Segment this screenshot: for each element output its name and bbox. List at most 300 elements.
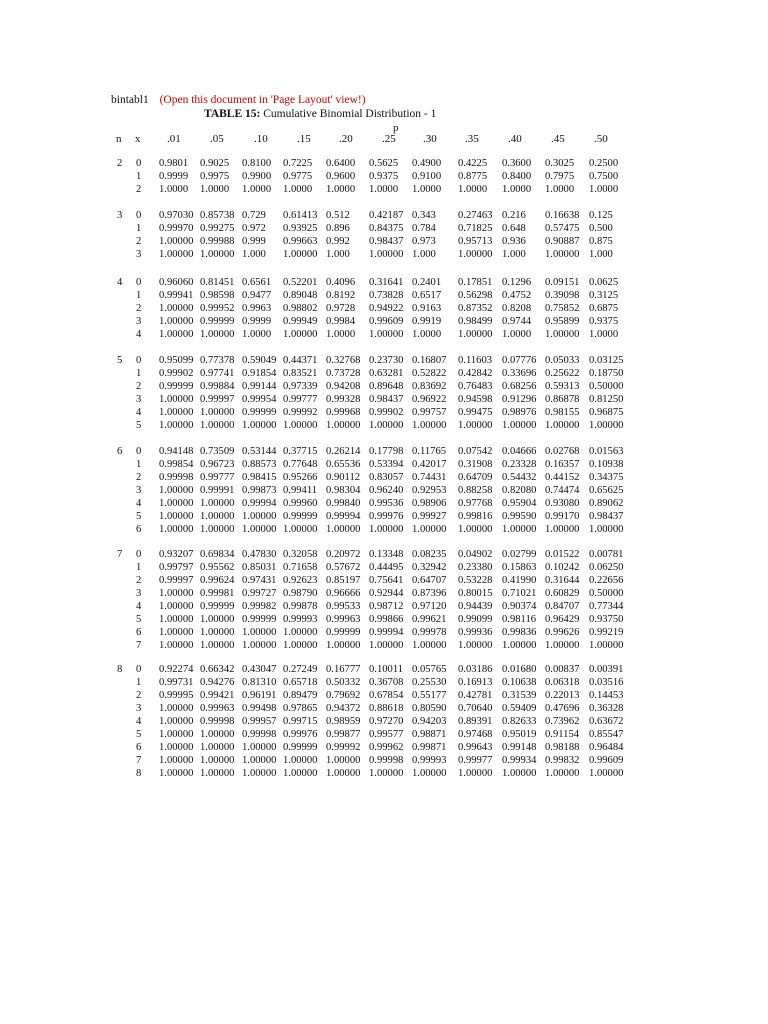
table-cell: 0.84375 [369,223,404,234]
table-cell: 1.00000 [412,640,447,651]
table-cell: 0.99421 [200,690,235,701]
x-value: 1 [136,459,142,470]
table-cell: 1.00000 [200,640,235,651]
table-cell: 0.76483 [458,381,493,392]
table-cell: 0.65625 [589,485,624,496]
table-cell: 0.98959 [326,716,361,727]
table-cell: 0.8100 [242,158,272,169]
table-cell: 0.04902 [458,549,493,560]
x-value: 4 [136,498,142,509]
x-value: 6 [136,627,142,638]
table-cell: 1.00000 [369,420,404,431]
table-cell: 0.99998 [369,755,404,766]
table-cell: 1.00000 [412,524,447,535]
table-cell: 0.47830 [242,549,277,560]
table-cell: 0.83057 [369,472,404,483]
table-cell: 1.00000 [369,768,404,779]
table-cell: 0.25530 [412,677,447,688]
table-cell: 1.00000 [159,407,194,418]
table-cell: 0.99777 [283,394,318,405]
table-cell: 0.65536 [326,459,361,470]
table-cell: 0.99884 [200,381,235,392]
table-cell: 1.0000 [589,329,619,340]
table-cell: 1.00000 [242,511,277,522]
table-cell: 0.75641 [369,575,404,586]
table-cell: 0.99999 [326,627,361,638]
table-cell: 0.9963 [242,303,272,314]
table-cell: 0.83521 [283,368,318,379]
table-cell: 0.22013 [545,690,580,701]
table-cell: 1.00000 [200,614,235,625]
table-cell: 0.9600 [326,171,356,182]
table-cell: 0.648 [502,223,526,234]
table-cell: 0.53228 [458,575,493,586]
table-cell: 0.99997 [200,394,235,405]
table-cell: 0.99998 [200,716,235,727]
table-cell: 0.36708 [369,677,404,688]
table-cell: 1.0000 [283,184,313,195]
table-cell: 1.00000 [326,768,361,779]
table-cell: 0.00391 [589,664,624,675]
n-value: 5 [117,355,123,366]
table-cell: 1.00000 [200,329,235,340]
table-cell: 0.85738 [200,210,235,221]
table-cell: 1.00000 [589,768,624,779]
table-cell: 0.22656 [589,575,624,586]
table-cell: 0.81310 [242,677,277,688]
table-cell: 0.56298 [458,290,493,301]
table-cell: 0.99993 [283,614,318,625]
table-cell: 1.00000 [159,588,194,599]
table-cell: 0.9477 [242,290,272,301]
table-cell: 1.00000 [159,601,194,612]
table-cell: 0.94276 [200,677,235,688]
table-cell: 0.10938 [589,459,624,470]
table-cell: 0.98871 [412,729,447,740]
table-cell: 0.00837 [545,664,580,675]
table-cell: 0.74474 [545,485,580,496]
table-cell: 0.88573 [242,459,277,470]
table-cell: 1.0000 [326,184,356,195]
table-cell: 0.4752 [502,290,532,301]
table-cell: 0.90887 [545,236,580,247]
table-cell: 1.0000 [369,184,399,195]
p-column-header: .45 [551,133,565,145]
table-cell: 0.91296 [502,394,537,405]
table-cell: 1.0000 [242,184,272,195]
table-cell: 0.1296 [502,277,532,288]
table-cell: 0.05765 [412,664,447,675]
table-cell: 0.32942 [412,562,447,573]
table-cell: 0.936 [502,236,526,247]
x-value: 5 [136,511,142,522]
table-cell: 0.992 [326,236,350,247]
table-cell: 0.99328 [326,394,361,405]
table-cell: 0.73962 [545,716,580,727]
table-cell: 0.96666 [326,588,361,599]
table-cell: 0.13348 [369,549,404,560]
table-cell: 1.00000 [545,768,580,779]
table-cell: 0.99590 [502,511,537,522]
table-cell: 0.08235 [412,549,447,560]
table-cell: 0.97270 [369,716,404,727]
n-value: 3 [117,210,123,221]
table-cell: 1.00000 [458,524,493,535]
table-cell: 0.66342 [200,664,235,675]
table-cell: 0.0625 [589,277,619,288]
table-cell: 0.71658 [283,562,318,573]
table-cell: 0.18750 [589,368,624,379]
table-cell: 1.00000 [283,249,318,260]
table-cell: 0.99960 [283,498,318,509]
table-cell: 0.99968 [326,407,361,418]
table-cell: 0.99994 [242,498,277,509]
table-cell: 0.99624 [200,575,235,586]
table-cell: 1.00000 [545,524,580,535]
p-axis-label: p [393,122,399,134]
table-cell: 0.99999 [242,614,277,625]
table-cell: 0.784 [412,223,436,234]
table-cell: 0.9375 [369,171,399,182]
table-cell: 0.9775 [283,171,313,182]
table-cell: 0.85547 [589,729,624,740]
table-cell: 1.00000 [200,420,235,431]
table-cell: 1.00000 [159,742,194,753]
table-cell: 0.89479 [283,690,318,701]
table-cell: 0.90112 [326,472,361,483]
x-value: 2 [136,472,142,483]
table-cell: 1.000 [242,249,266,260]
table-cell: 0.9163 [412,303,442,314]
table-cell: 0.9999 [242,316,272,327]
table-cell: 1.00000 [589,524,624,535]
table-cell: 0.6561 [242,277,272,288]
table-cell: 0.94372 [326,703,361,714]
table-cell: 0.90374 [502,601,537,612]
table-cell: 0.4096 [326,277,356,288]
table-cell: 0.59049 [242,355,277,366]
table-cell: 0.99982 [242,601,277,612]
table-cell: 0.99816 [458,511,493,522]
table-cell: 1.00000 [458,329,493,340]
table-cell: 0.85197 [326,575,361,586]
table-cell: 0.96191 [242,690,277,701]
table-cell: 0.53144 [242,446,277,457]
table-cell: 0.87396 [412,588,447,599]
table-cell: 0.99999 [283,511,318,522]
p-column-header: .01 [167,133,181,145]
table-cell: 1.00000 [283,755,318,766]
table-cell: 1.00000 [369,249,404,260]
table-cell: 0.96429 [545,614,580,625]
x-value: 2 [136,575,142,586]
table-cell: 0.98437 [369,394,404,405]
table-cell: 1.0000 [589,184,619,195]
table-cell: 0.01522 [545,549,580,560]
table-cell: 1.00000 [159,703,194,714]
table-cell: 0.99609 [369,316,404,327]
table-cell: 0.99999 [200,316,235,327]
table-cell: 0.65718 [283,677,318,688]
table-cell: 0.01563 [589,446,624,457]
table-cell: 1.00000 [159,329,194,340]
table-cell: 0.7975 [545,171,575,182]
table-cell: 1.00000 [200,768,235,779]
table-cell: 0.57475 [545,223,580,234]
table-cell: 0.41990 [502,575,537,586]
table-cell: 0.16777 [326,664,361,675]
table-cell: 0.96922 [412,394,447,405]
table-cell: 0.99873 [242,485,277,496]
table-cell: 1.00000 [283,627,318,638]
table-cell: 0.06250 [589,562,624,573]
table-cell: 1.00000 [159,768,194,779]
table-cell: 0.23328 [502,459,537,470]
x-value: 1 [136,368,142,379]
table-cell: 0.2500 [589,158,619,169]
table-cell: 0.99902 [369,407,404,418]
table-cell: 0.64709 [458,472,493,483]
table-cell: 0.99978 [412,627,447,638]
table-cell: 0.99099 [458,614,493,625]
table-cell: 1.00000 [283,768,318,779]
table-cell: 1.00000 [242,755,277,766]
table-cell: 0.25622 [545,368,580,379]
table-cell: 0.85031 [242,562,277,573]
table-cell: 0.9728 [326,303,356,314]
table-cell: 1.00000 [369,329,404,340]
table-cell: 0.99866 [369,614,404,625]
table-cell: 1.00000 [283,524,318,535]
table-cell: 0.500 [589,223,613,234]
table-cell: 0.875 [589,236,613,247]
table-cell: 0.10242 [545,562,580,573]
table-cell: 0.02799 [502,549,537,560]
x-value: 6 [136,524,142,535]
table-cell: 0.99144 [242,381,277,392]
table-cell: 0.84707 [545,601,580,612]
table-cell: 1.00000 [159,394,194,405]
table-cell: 0.97120 [412,601,447,612]
x-value: 3 [136,588,142,599]
table-cell: 1.00000 [283,329,318,340]
table-cell: 0.09151 [545,277,580,288]
table-cell: 0.91154 [545,729,580,740]
table-cell: 0.98712 [369,601,404,612]
table-cell: 0.39098 [545,290,580,301]
table-cell: 0.14453 [589,690,624,701]
table-cell: 0.95713 [458,236,493,247]
table-cell: 0.52822 [412,368,447,379]
x-value: 3 [136,316,142,327]
table-cell: 0.95904 [502,498,537,509]
table-cell: 0.10638 [502,677,537,688]
n-value: 6 [117,446,123,457]
table-cell: 0.98790 [283,588,318,599]
table-cell: 0.98116 [502,614,537,625]
table-cell: 0.9919 [412,316,442,327]
table-cell: 0.87352 [458,303,493,314]
table-cell: 0.9801 [159,158,189,169]
table-cell: 1.0000 [200,184,230,195]
table-cell: 0.3025 [545,158,575,169]
table-cell: 0.8775 [458,171,488,182]
table-cell: 0.50000 [589,588,624,599]
table-cell: 0.55177 [412,690,447,701]
table-cell: 0.99992 [283,407,318,418]
table-cell: 0.16638 [545,210,580,221]
table-cell: 0.4900 [412,158,442,169]
table-cell: 0.4225 [458,158,488,169]
x-value: 2 [136,236,142,247]
x-value: 4 [136,601,142,612]
p-column-header: .25 [382,133,396,145]
table-cell: 0.99992 [326,742,361,753]
table-cell: 0.74431 [412,472,447,483]
x-value: 0 [136,210,142,221]
table-cell: 0.99902 [159,368,194,379]
table-cell: 0.92623 [283,575,318,586]
table-cell: 0.96875 [589,407,624,418]
table-cell: 0.73828 [369,290,404,301]
table-cell: 0.512 [326,210,350,221]
table-cell: 0.98437 [589,511,624,522]
table-cell: 1.00000 [159,524,194,535]
table-cell: 1.0000 [326,329,356,340]
table-cell: 1.00000 [283,640,318,651]
table-cell: 0.9900 [242,171,272,182]
table-title [204,108,436,120]
table-cell: 0.99715 [283,716,318,727]
table-cell: 0.64707 [412,575,447,586]
table-cell: 0.96484 [589,742,624,753]
x-value: 0 [136,549,142,560]
table-cell: 0.71021 [502,588,537,599]
table-cell: 0.98906 [412,498,447,509]
x-value: 4 [136,716,142,727]
table-cell: 0.99777 [200,472,235,483]
table-cell: 0.3125 [589,290,619,301]
x-value: 0 [136,664,142,675]
table-cell: 0.04666 [502,446,537,457]
table-cell: 0.31641 [369,277,404,288]
x-value: 3 [136,394,142,405]
table-cell: 0.98976 [502,407,537,418]
table-cell: 0.99411 [283,485,318,496]
table-cell: 1.00000 [159,249,194,260]
table-cell: 1.00000 [412,420,447,431]
table-cell: 0.973 [412,236,436,247]
table-cell: 0.99498 [242,703,277,714]
table-cell: 0.97768 [458,498,493,509]
table-cell: 0.6400 [326,158,356,169]
table-cell: 0.59409 [502,703,537,714]
x-value: 3 [136,485,142,496]
table-cell: 0.73728 [326,368,361,379]
table-cell: 0.9100 [412,171,442,182]
x-value: 5 [136,729,142,740]
x-value: 1 [136,562,142,573]
table-cell: 1.00000 [200,524,235,535]
table-cell: 1.00000 [502,420,537,431]
table-cell: 0.01680 [502,664,537,675]
table-cell: 0.26214 [326,446,361,457]
table-cell: 0.31908 [458,459,493,470]
table-cell: 0.97431 [242,575,277,586]
p-column-header: .15 [297,133,311,145]
table-cell: 0.99643 [458,742,493,753]
table-cell: 1.00000 [412,768,447,779]
x-value: 1 [136,677,142,688]
x-value: 8 [136,768,142,779]
table-cell: 0.96723 [200,459,235,470]
table-cell: 0.02768 [545,446,580,457]
table-cell: 1.00000 [200,407,235,418]
table-cell: 0.99963 [326,614,361,625]
table-cell: 0.27249 [283,664,318,675]
x-value: 0 [136,355,142,366]
table-cell: 0.99854 [159,459,194,470]
table-cell: 1.00000 [458,768,493,779]
table-cell: 0.2401 [412,277,442,288]
table-cell: 0.99976 [283,729,318,740]
table-cell: 0.95019 [502,729,537,740]
x-value: 0 [136,277,142,288]
table-cell: 0.77648 [283,459,318,470]
table-cell: 0.98155 [545,407,580,418]
table-cell: 0.68256 [502,381,537,392]
table-cell: 0.50000 [589,381,624,392]
table-cell: 0.97741 [200,368,235,379]
table-cell: 0.97865 [283,703,318,714]
table-cell: 1.00000 [159,316,194,327]
table-cell: 0.8192 [326,290,356,301]
table-cell: 0.27463 [458,210,493,221]
table-cell: 0.10011 [369,664,404,675]
table-cell: 1.00000 [545,640,580,651]
table-cell: 0.99954 [242,394,277,405]
table-cell: 0.63672 [589,716,624,727]
table-cell: 0.8400 [502,171,532,182]
table-cell: 0.07542 [458,446,493,457]
table-cell: 1.000 [502,249,526,260]
table-cell: 0.343 [412,210,436,221]
table-cell: 1.00000 [200,249,235,260]
table-cell: 0.43047 [242,664,277,675]
table-cell: 0.80015 [458,588,493,599]
table-cell: 0.99757 [412,407,447,418]
table-cell: 0.99536 [369,498,404,509]
table-cell: 0.9375 [589,316,619,327]
table-cell: 0.98499 [458,316,493,327]
table-cell: 0.99609 [589,755,624,766]
table-cell: 0.00781 [589,549,624,560]
table-cell: 0.91854 [242,368,277,379]
p-column-header: .50 [594,133,608,145]
table-cell: 0.99836 [502,627,537,638]
table-cell: 1.0000 [502,184,532,195]
table-cell: 1.00000 [159,420,194,431]
table-cell: 0.97030 [159,210,194,221]
table-cell: 0.69834 [200,549,235,560]
table-cell: 0.99878 [283,601,318,612]
x-value: 2 [136,381,142,392]
table-cell: 0.89062 [589,498,624,509]
table-cell: 0.81451 [200,277,235,288]
table-cell: 0.94203 [412,716,447,727]
table-cell: 0.99952 [200,303,235,314]
table-cell: 0.94922 [369,303,404,314]
